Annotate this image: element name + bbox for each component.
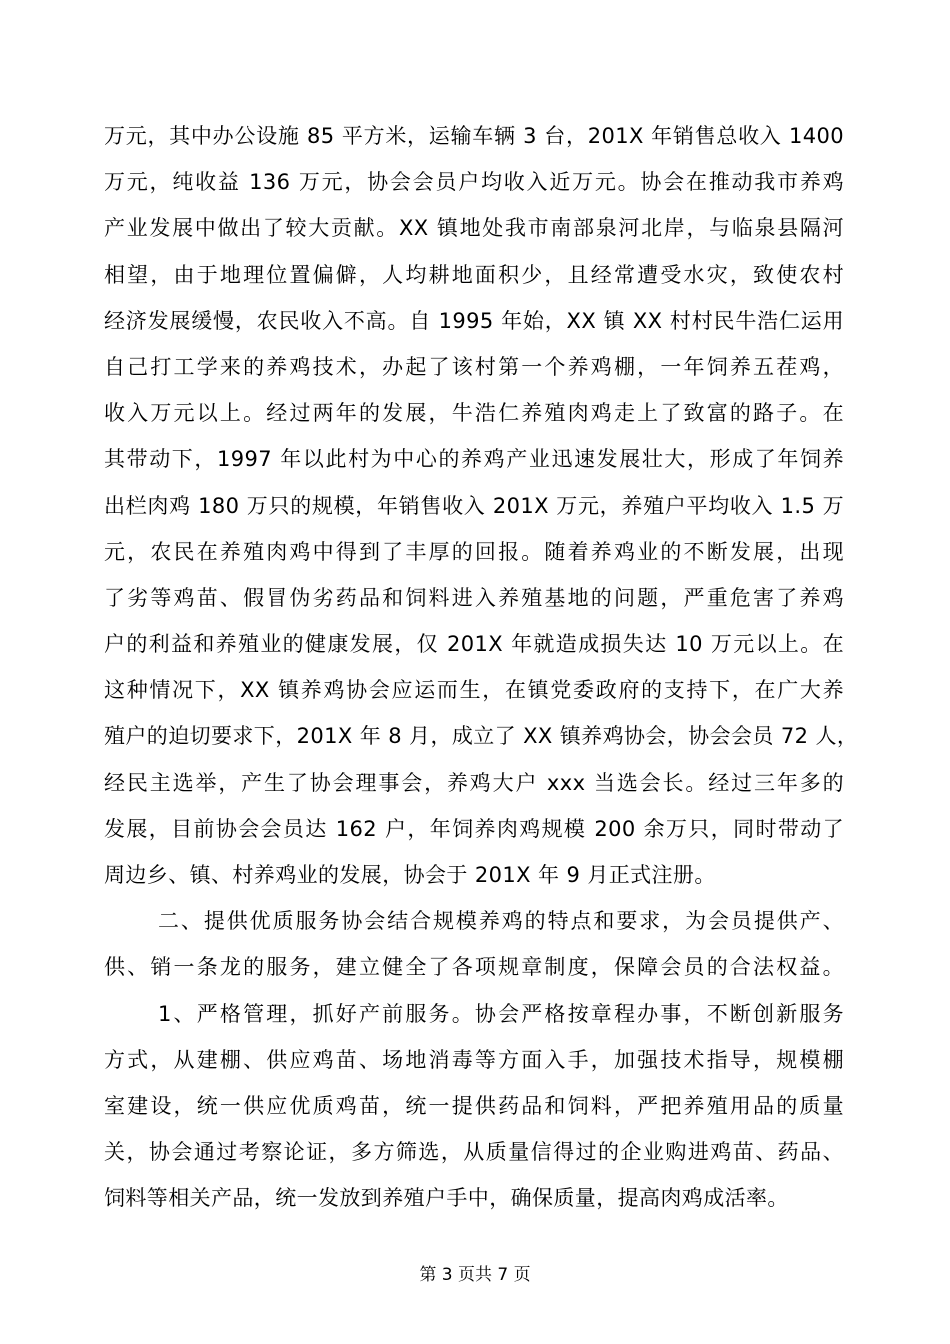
text-line: 供、销一条龙的服务，建立健全了各项规章制度，保障会员的合法权益。: [104, 955, 844, 980]
text-line: 经济发展缓慢，农民收入不高。自 1995 年始，XX 镇 XX 村村民牛浩仁运用: [104, 308, 844, 333]
text-line: 方式，从建棚、供应鸡苗、场地消毒等方面入手，加强技术指导，规模棚: [104, 1047, 844, 1072]
text-line: 出栏肉鸡 180 万只的规模，年销售收入 201X 万元，养殖户平均收入 1.5 万: [104, 493, 844, 518]
text-line: 这种情况下，XX 镇养鸡协会应运而生，在镇党委政府的支持下，在广大养: [104, 678, 844, 703]
text-line: 饲料等相关产品，统一发放到养殖户手中，确保质量，提高肉鸡成活率。: [104, 1186, 789, 1211]
text-line: 收入万元以上。经过两年的发展，牛浩仁养殖肉鸡走上了致富的路子。在: [104, 401, 844, 426]
text-line: 万元，其中办公设施 85 平方米，运输车辆 3 台，201X 年销售总收入 1400: [104, 124, 844, 148]
text-line: 产业发展中做出了较大贡献。XX 镇地处我市南部泉河北岸，与临泉县隔河: [104, 216, 844, 241]
page-footer: 第 3 页共 7 页: [419, 1265, 531, 1285]
text-line: 周边乡、镇、村养鸡业的发展，协会于 201X 年 9 月正式注册。: [104, 863, 716, 887]
text-line: 相望，由于地理位置偏僻，人均耕地面积少，且经常遭受水灾，致使农村: [104, 262, 844, 287]
text-line: 发展，目前协会会员达 162 户，年饲养肉鸡规模 200 余万只，同时带动了: [104, 816, 844, 841]
text-line: 元，农民在养殖肉鸡中得到了丰厚的回报。随着养鸡业的不断发展，出现: [104, 539, 844, 564]
text-line: 其带动下，1997 年以此村为中心的养鸡产业迅速发展壮大，形成了年饲养: [104, 447, 844, 472]
section-heading-line: 二、提供优质服务协会结合规模养鸡的特点和要求，为会员提供产、: [158, 909, 844, 934]
subsection-line: 1、严格管理，抓好产前服务。协会严格按章程办事，不断创新服务: [158, 1001, 844, 1026]
text-line: 室建设，统一供应优质鸡苗，统一提供药品和饲料，严把养殖用品的质量: [104, 1093, 844, 1118]
text-line: 万元，纯收益 136 万元，协会会员户均收入近万元。协会在推动我市养鸡: [104, 170, 844, 195]
text-line: 经民主选举，产生了协会理事会，养鸡大户 xxx 当选会长。经过三年多的: [104, 770, 844, 795]
text-line: 户的利益和养殖业的健康发展，仅 201X 年就造成损失达 10 万元以上。在: [104, 632, 844, 657]
text-line: 自己打工学来的养鸡技术，办起了该村第一个养鸡棚，一年饲养五茬鸡，: [104, 354, 844, 379]
body-text: [104, 113, 859, 1222]
text-line: 关，协会通过考察论证，多方筛选，从质量信得过的企业购进鸡苗、药品、: [104, 1140, 844, 1165]
text-line: 殖户的迫切要求下，201X 年 8 月，成立了 XX 镇养鸡协会，协会会员 72 人，: [104, 724, 859, 749]
text-line: 了劣等鸡苗、假冒伪劣药品和饲料进入养殖基地的问题，严重危害了养鸡: [104, 585, 844, 610]
